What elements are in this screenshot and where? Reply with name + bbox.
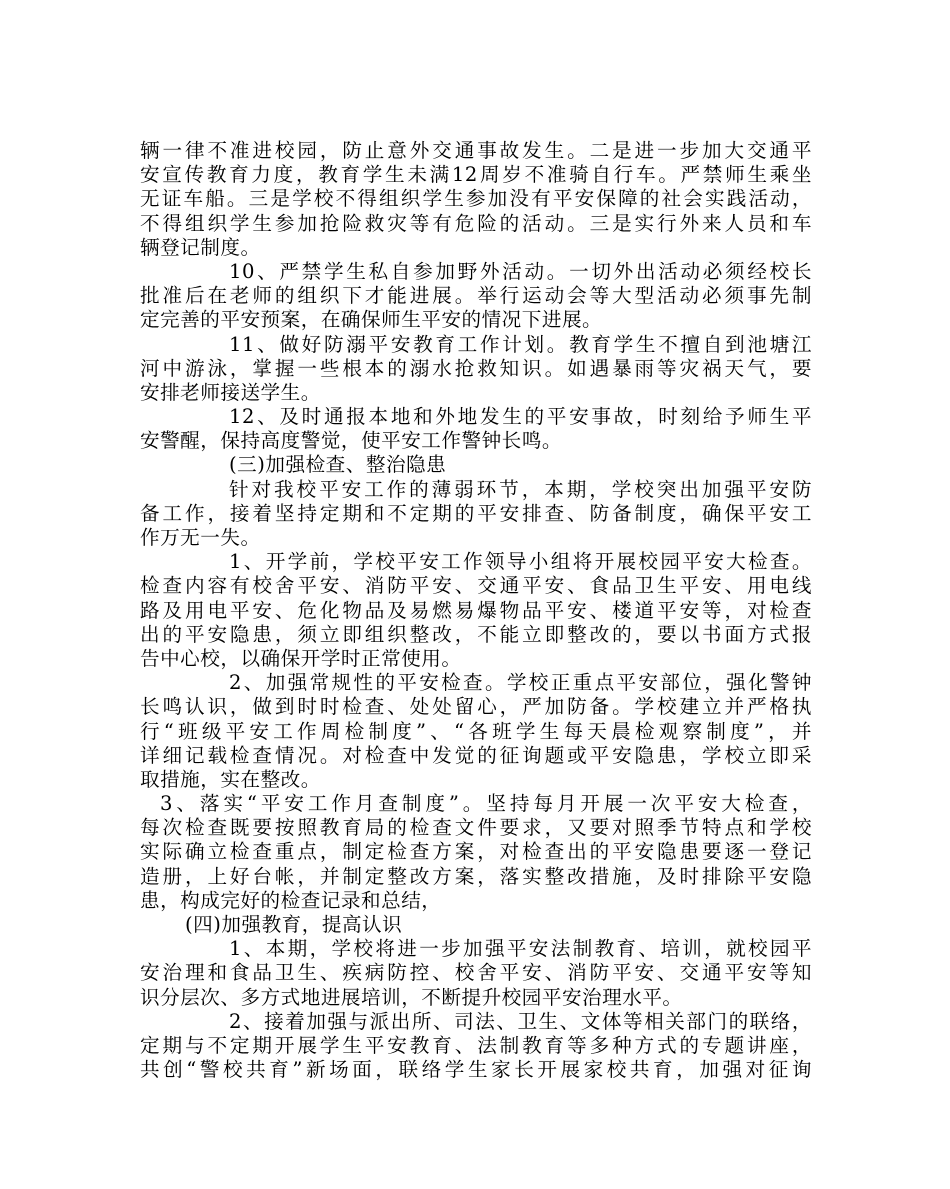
text-line: 定完善的平安预案，在确保师生平安的情况下进展。 [140,308,603,332]
text-line: 行“班级平安工作周检制度”、“各班学生每天晨检观察制度”，并 [140,719,812,743]
paragraph-item-1: 1、开学前，学校平安工作领导小组将开展校园平安大检查。 [229,550,812,574]
text-line: 安排老师接送学生。 [140,380,321,404]
paragraph-item-12: 12、及时通报本地和外地发生的平安事故，时刻给予师生平 [229,405,812,429]
text-line: 安治理和食品卫生、疾病防控、校舍平安、消防平安、交通平安等知 [140,961,812,985]
text-line: 辆登记制度。 [140,235,261,259]
text-line: 患，构成完好的检查记录和总结， [140,888,442,912]
text-line: 路及用电平安、危化物品及易燃易爆物品平安、楼道平安等，对检查 [140,598,812,622]
text-line: 详细记载检查情况。对检查中发觉的征询题或平安隐患，学校立即采 [140,743,812,767]
text-line: 出的平安隐患，须立即组织整改，不能立即整改的，要以书面方式报 [140,622,812,646]
paragraph-item-3: 3、落实“平安工作月查制度”。坚持每月开展一次平安大检查， [160,792,812,816]
paragraph-item-2: 2、加强常规性的平安检查。学校正重点平安部位，强化警钟 [229,671,812,695]
text-line: 批准后在老师的组织下才能进展。举行运动会等大型活动必须事先制 [140,284,812,308]
paragraph-intro: 针对我校平安工作的薄弱环节，本期，学校突出加强平安防 [229,477,812,501]
text-line: 告中心校，以确保开学时正常使用。 [140,646,462,670]
paragraph-item-10: 10、严禁学生私自参加野外活动。一切外出活动必须经校长 [229,259,812,283]
text-line: 实际确立检查重点，制定检查方案，对检查出的平安隐患要逐一登记 [140,840,812,864]
text-line: 备工作，接着坚持定期和不定期的平安排查、防备制度，确保平安工 [140,501,812,525]
section-heading-4: (四)加强教育，提高认识 [185,913,403,936]
text-line: 共创“警校共育”新场面，联络学生家长开展家校共育，加强对征询 [140,1058,812,1082]
text-line: 辆一律不准进校园，防止意外交通事故发生。二是进一步加大交通平 [140,139,812,162]
text-line: 安宣传教育力度，教育学生未满12周岁不准骑自行车。严禁师生乘坐 [140,163,812,187]
text-line: 定期与不定期开展学生平安教育、法制教育等多种方式的专题讲座， [140,1033,812,1057]
paragraph-item-11: 11、做好防溺平安教育工作计划。教育学生不擅自到池塘江 [229,332,812,356]
document-page [140,139,812,1082]
text-line: 长鸣认识，做到时时检查、处处留心，严加防备。学校建立并严格执 [140,695,812,719]
section-heading-3: (三)加强检查、整治隐患 [229,453,447,477]
text-line: 造册，上好台帐，并制定整改方案，落实整改措施，及时排除平安隐 [140,864,812,888]
text-line: 不得组织学生参加抢险救灾等有危险的活动。三是实行外来人员和车 [140,211,812,235]
text-line: 河中游泳，掌握一些根本的溺水抢救知识。如遇暴雨等灾祸天气，要 [140,356,812,380]
paragraph-item-2: 2、接着加强与派出所、司法、卫生、文体等相关部门的联络， [229,1009,812,1033]
text-line: 无证车船。三是学校不得组织学生参加没有平安保障的社会实践活动， [140,187,812,211]
text-line: 取措施，实在整改。 [140,767,321,791]
text-line: 作万无一失。 [140,526,261,549]
text-line: 安警醒，保持高度警觉，使平安工作警钟长鸣。 [140,429,562,453]
paragraph-item-1: 1、本期，学校将进一步加强平安法制教育、培训，就校园平 [229,937,812,961]
text-line: 识分层次、多方式地进展培训，不断提升校园平安治理水平。 [140,985,683,1009]
text-line: 检查内容有校舍平安、消防平安、交通平安、食品卫生平安、用电线 [140,574,812,598]
text-line: 每次检查既要按照教育局的检查文件要求，又要对照季节特点和学校 [140,816,812,840]
